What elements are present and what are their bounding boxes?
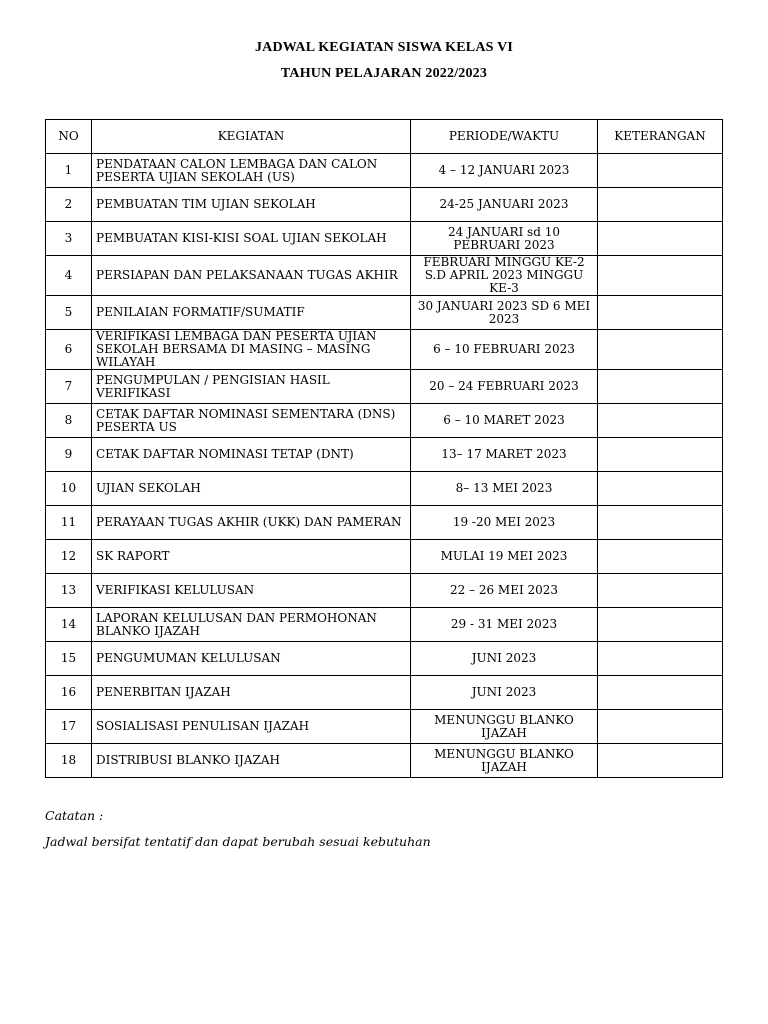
header-keterangan: KETERANGAN	[598, 120, 723, 154]
cell-keterangan	[598, 710, 723, 744]
cell-no: 16	[46, 676, 92, 710]
table-row	[46, 608, 723, 642]
table-row	[46, 642, 723, 676]
cell-periode: JUNI 2023	[411, 676, 598, 710]
cell-no: 10	[46, 472, 92, 506]
cell-kegiatan: PERAYAAN TUGAS AKHIR (UKK) DAN PAMERAN	[92, 506, 411, 540]
header-kegiatan: KEGIATAN	[92, 120, 411, 154]
cell-no: 6	[46, 330, 92, 370]
table-row	[46, 404, 723, 438]
table-row	[46, 370, 723, 404]
cell-kegiatan: UJIAN SEKOLAH	[92, 472, 411, 506]
document-subtitle: TAHUN PELAJARAN 2022/2023	[280, 66, 488, 81]
table-row	[46, 330, 723, 370]
cell-periode: 20 – 24 FEBRUARI 2023	[411, 370, 598, 404]
cell-kegiatan: LAPORAN KELULUSAN DAN PERMOHONAN BLANKO IJAZAH	[92, 608, 411, 642]
cell-keterangan	[598, 676, 723, 710]
cell-kegiatan: SK RAPORT	[92, 540, 411, 574]
cell-periode: FEBRUARI MINGGU KE-2 S.D APRIL 2023 MINGGU KE-3	[411, 256, 598, 296]
table-row	[46, 710, 723, 744]
cell-periode: 30 JANUARI 2023 SD 6 MEI 2023	[411, 296, 598, 330]
cell-kegiatan: SOSIALISASI PENULISAN IJAZAH	[92, 710, 411, 744]
cell-kegiatan: PENGUMPULAN / PENGISIAN HASIL VERIFIKASI	[92, 370, 411, 404]
cell-periode: MULAI 19 MEI 2023	[411, 540, 598, 574]
cell-periode: MENUNGGU BLANKO IJAZAH	[411, 744, 598, 778]
cell-periode: 4 – 12 JANUARI 2023	[411, 154, 598, 188]
cell-no: 17	[46, 710, 92, 744]
cell-no: 12	[46, 540, 92, 574]
cell-kegiatan: PERSIAPAN DAN PELAKSANAAN TUGAS AKHIR	[92, 256, 411, 296]
notes-label: Catatan :	[45, 808, 104, 823]
cell-keterangan	[598, 744, 723, 778]
cell-no: 13	[46, 574, 92, 608]
cell-no: 2	[46, 188, 92, 222]
cell-keterangan	[598, 188, 723, 222]
cell-periode: 22 – 26 MEI 2023	[411, 574, 598, 608]
cell-no: 18	[46, 744, 92, 778]
table-header-row	[46, 120, 723, 154]
cell-periode: 6 – 10 MARET 2023	[411, 404, 598, 438]
cell-kegiatan: PENGUMUMAN KELULUSAN	[92, 642, 411, 676]
cell-no: 3	[46, 222, 92, 256]
cell-periode: 29 - 31 MEI 2023	[411, 608, 598, 642]
cell-no: 14	[46, 608, 92, 642]
cell-keterangan	[598, 506, 723, 540]
cell-keterangan	[598, 330, 723, 370]
table-row	[46, 188, 723, 222]
cell-keterangan	[598, 642, 723, 676]
cell-keterangan	[598, 540, 723, 574]
cell-kegiatan: VERIFIKASI KELULUSAN	[92, 574, 411, 608]
table-row	[46, 540, 723, 574]
cell-kegiatan: PENDATAAN CALON LEMBAGA DAN CALON PESERTA UJIAN SEKOLAH (US)	[92, 154, 411, 188]
cell-keterangan	[598, 404, 723, 438]
cell-kegiatan: PEMBUATAN TIM UJIAN SEKOLAH	[92, 188, 411, 222]
cell-keterangan	[598, 154, 723, 188]
table-row	[46, 574, 723, 608]
cell-keterangan	[598, 438, 723, 472]
cell-periode: 8– 13 MEI 2023	[411, 472, 598, 506]
cell-kegiatan: CETAK DAFTAR NOMINASI TETAP (DNT)	[92, 438, 411, 472]
cell-periode: 24-25 JANUARI 2023	[411, 188, 598, 222]
cell-keterangan	[598, 608, 723, 642]
cell-keterangan	[598, 370, 723, 404]
table-row	[46, 222, 723, 256]
cell-periode: JUNI 2023	[411, 642, 598, 676]
table-row	[46, 676, 723, 710]
cell-keterangan	[598, 472, 723, 506]
header-periode: PERIODE/WAKTU	[411, 120, 598, 154]
cell-kegiatan: DISTRIBUSI BLANKO IJAZAH	[92, 744, 411, 778]
table-body	[46, 154, 723, 778]
table-row	[46, 744, 723, 778]
cell-keterangan	[598, 222, 723, 256]
table-row	[46, 472, 723, 506]
cell-kegiatan: PENERBITAN IJAZAH	[92, 676, 411, 710]
cell-kegiatan: CETAK DAFTAR NOMINASI SEMENTARA (DNS) PESERTA US	[92, 404, 411, 438]
cell-keterangan	[598, 256, 723, 296]
cell-no: 11	[46, 506, 92, 540]
cell-keterangan	[598, 296, 723, 330]
cell-periode: MENUNGGU BLANKO IJAZAH	[411, 710, 598, 744]
table-row	[46, 506, 723, 540]
cell-kegiatan: VERIFIKASI LEMBAGA DAN PESERTA UJIAN SEKOLAH BERSAMA DI MASING – MASING WILAYAH	[92, 330, 411, 370]
cell-periode: 13– 17 MARET 2023	[411, 438, 598, 472]
notes-text: Jadwal bersifat tentatif dan dapat berubah sesuai kebutuhan	[45, 834, 431, 849]
cell-no: 4	[46, 256, 92, 296]
table-row	[46, 438, 723, 472]
cell-no: 8	[46, 404, 92, 438]
cell-no: 9	[46, 438, 92, 472]
cell-periode: 19 -20 MEI 2023	[411, 506, 598, 540]
cell-no: 7	[46, 370, 92, 404]
cell-periode: 24 JANUARI sd 10 PEBRUARI 2023	[411, 222, 598, 256]
cell-no: 1	[46, 154, 92, 188]
cell-no: 15	[46, 642, 92, 676]
table-row	[46, 154, 723, 188]
cell-kegiatan: PENILAIAN FORMATIF/SUMATIF	[92, 296, 411, 330]
document-title: JADWAL KEGIATAN SISWA KELAS VI	[254, 40, 514, 55]
cell-kegiatan: PEMBUATAN KISI-KISI SOAL UJIAN SEKOLAH	[92, 222, 411, 256]
cell-keterangan	[598, 574, 723, 608]
table-row	[46, 296, 723, 330]
cell-periode: 6 – 10 FEBRUARI 2023	[411, 330, 598, 370]
header-no: NO	[46, 120, 92, 154]
cell-no: 5	[46, 296, 92, 330]
table-row	[46, 256, 723, 296]
schedule-table	[45, 119, 723, 778]
